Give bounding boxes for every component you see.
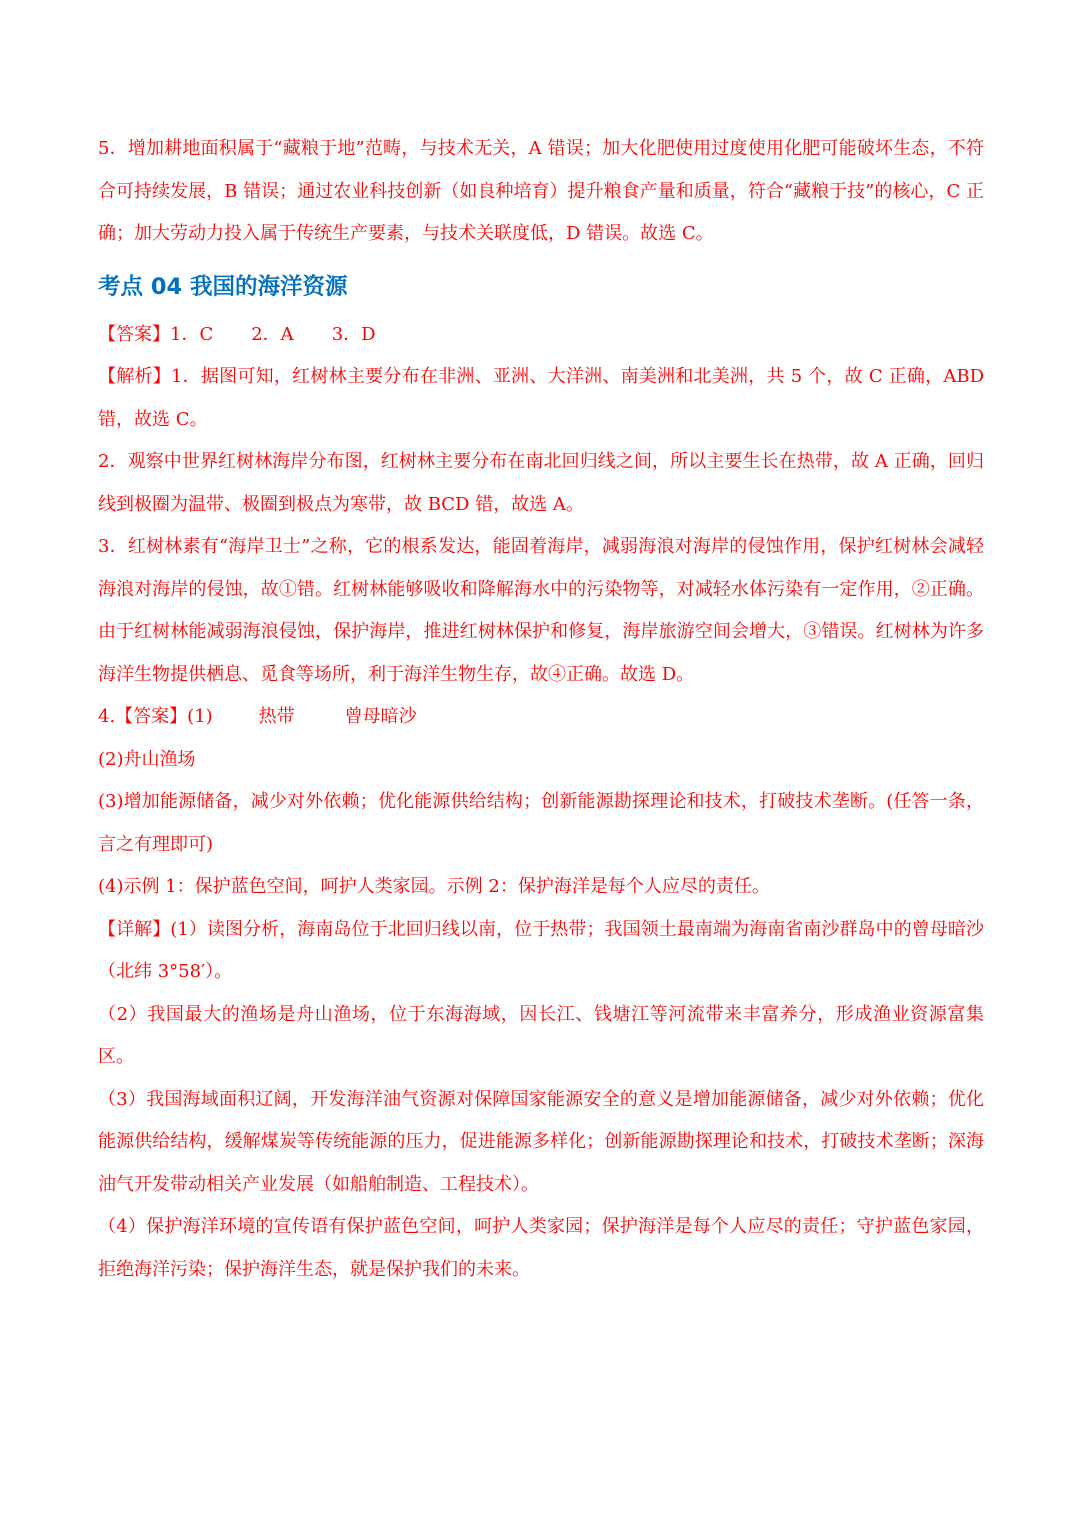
detail-2: （2）我国最大的渔场是舟山渔场，位于东海海域，因长江、钱塘江等河流带来丰富养分，形成渔业资源富集区。 (98, 1003, 984, 1067)
detail-4: （4）保护海洋环境的宣传语有保护蓝色空间，呵护人类家园；保护海洋是每个人应尽的责任；守护蓝色家园，拒绝海洋污染；保护海洋生态，就是保护我们的未来。 (98, 1216, 984, 1280)
detail-3: （3）我国海域面积辽阔，开发海洋油气资源对保障国家能源安全的意义是增加能源储备，减少对外依赖；优化能源供给结构，缓解煤炭等传统能源的压力，促进能源多样化；创新能源勘探理论和技术，打破技术垄断；深海油气开发带动相关产业发展（如船舶制造、工程技术）。 (98, 1088, 984, 1195)
q4-answer-zengmu: 曾母暗沙 (344, 706, 417, 727)
q4-answer-4: (4)示例 1：保护蓝色空间，呵护人类家园。示例 2：保护海洋是每个人应尽的责任。 (98, 876, 770, 897)
q4-prefix: 4.【答案】(1) (98, 706, 213, 727)
q4-answer-3: (3)增加能源储备，减少对外依赖；优化能源供给结构；创新能源勘探理论和技术，打破技术垄断。(任答一条，言之有理即可) (98, 791, 984, 855)
analysis-1: 【解析】1．据图可知，红树林主要分布在非洲、亚洲、大洋洲、南美洲和北美洲，共 5 个，故 C 正确，ABD 错，故选 C。 (98, 366, 984, 430)
answer-label: 【答案】 (98, 323, 170, 345)
answer-summary (98, 314, 984, 357)
analysis-3: 3．红树林素有“海岸卫士”之称，它的根系发达，能固着海岸，减弱海浪对海岸的侵蚀作用，保护红树林会减轻海浪对海岸的侵蚀，故①错。红树林能够吸收和降解海水中的污染物等，对减轻水体污染有一定作用，②正确。由于红树林能减弱海浪侵蚀，保护海岸，推进红树林保护和修复，海岸旅游空间会增大，③错误。红树林为许多海洋生物提供栖息、觅食等场所，利于海洋生物生存，故④正确。故选 D。 (98, 536, 984, 685)
q4-answer-2: (2)舟山渔场 (98, 748, 196, 770)
answer-2: 2．A (251, 323, 294, 345)
q4-answer-tropics: 热带 (258, 706, 295, 727)
answer-5-explanation: 5．增加耕地面积属于“藏粮于地”范畴，与技术无关，A 错误；加大化肥使用过度使用化肥可能破坏生态，不符合可持续发展，B 错误；通过农业科技创新（如良种培育）提升粮食产量和质量，符合“藏粮于技”的核心，C 正确；加大劳动力投入属于传统生产要素，与技术关联度低，D 错误。故选 C。 (98, 138, 984, 244)
q4-answer-1 (98, 696, 984, 739)
analysis-2: 2．观察中世界红树林海岸分布图，红树林主要分布在南北回归线之间，所以主要生长在热带，故 A 正确，回归线到极圈为温带、极圈到极点为寒带，故 BCD 错，故选 A。 (98, 451, 984, 515)
detail-1: 【详解】(1）读图分析，海南岛位于北回归线以南，位于热带；我国领土最南端为海南省南沙群岛中的曾母暗沙（北纬 3°58′）。 (98, 918, 984, 982)
answer-3: 3．D (331, 323, 376, 345)
section-heading: 考点 04 我国的海洋资源 (98, 273, 348, 300)
document-page (98, 128, 984, 1291)
answer-1: 1．C (170, 323, 214, 345)
